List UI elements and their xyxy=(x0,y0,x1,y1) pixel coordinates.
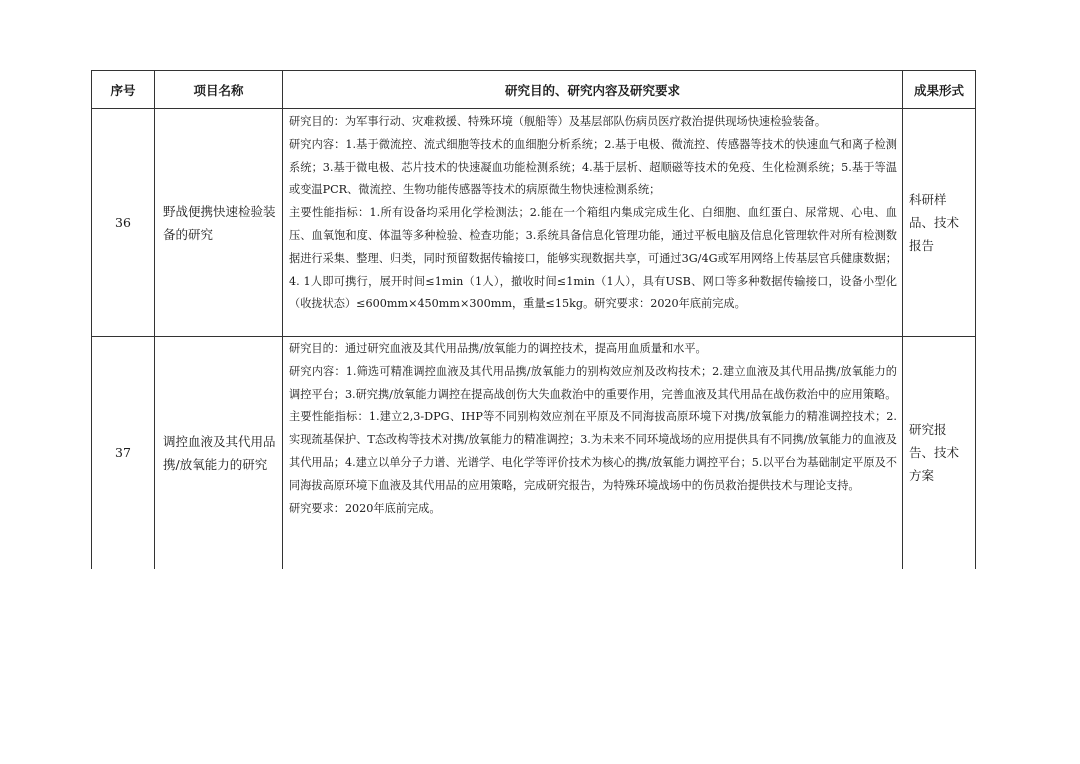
research-purpose: 研究目的：通过研究血液及其代用品携/放氧能力的调控技术，提高用血质量和水平。 xyxy=(289,342,707,355)
header-result-form: 成果形式 xyxy=(903,71,976,109)
research-items: 研究内容：1.筛选可精准调控血液及其代用品携/放氧能力的别构效应剂及改构技术；2.建立血液及其代用品携/放氧能力的调控平台；3.研究携/放氧能力调控在提高战创伤大失血救治中的重要作用，完善血液及其代用品在战伤救治中的应用策略。 xyxy=(289,364,897,401)
research-content xyxy=(283,109,903,337)
research-items: 研究内容：1.基于微流控、流式细胞等技术的血细胞分析系统；2.基于电极、微流控、传感器等技术的快速血气和离子检测系统；3.基于微电极、芯片技术的快速凝血功能检测系统；4.基于层析、超顺磁等技术的免疫、生化检测系统；5.基于等温或变温PCR、微流控、生物功能传感器等技术的病原微生物快速检测系统； xyxy=(289,137,897,197)
table-header-row xyxy=(92,71,976,109)
project-name: 调控血液及其代用品携/放氧能力的研究 xyxy=(155,337,283,569)
research-content xyxy=(283,337,903,569)
project-name: 野战便携快速检验装备的研究 xyxy=(155,109,283,337)
header-project-name: 项目名称 xyxy=(155,71,283,109)
table-row xyxy=(92,109,976,337)
research-requirement: 研究要求：2020年底前完成。 xyxy=(289,501,441,515)
row-number: 37 xyxy=(92,337,155,569)
row-number: 36 xyxy=(92,109,155,337)
result-form: 科研样品、技术报告 xyxy=(903,109,976,337)
header-no: 序号 xyxy=(92,71,155,109)
table-row xyxy=(92,337,976,569)
result-form: 研究报告、技术方案 xyxy=(903,337,976,569)
research-purpose: 研究目的：为军事行动、灾难救援、特殊环境（舰船等）及基层部队伤病员医疗救治提供现场快速检验装备。 xyxy=(289,115,827,128)
performance-indicators: 主要性能指标：1.建立2,3-DPG、IHP等不同别构效应剂在平原及不同海拔高原环境下对携/放氧能力的精准调控技术；2.实现巯基保护、T态改构等技术对携/放氧能力的精准调控；3.为未来不同环境战场的应用提供具有不同携/放氧能力的血液及其代用品；4.建立以单分子力谱、光谱学、电化学等评价技术为核心的携/放氧能力调控平台；5.以平台为基础制定平原及不同海拔高原环境下血液及其代用品的应用策略，完成研究报告，为特殊环境战场中的伤员救治提供技术与理论支持。 xyxy=(289,410,897,492)
header-research-content: 研究目的、研究内容及研究要求 xyxy=(283,71,903,109)
performance-indicators: 主要性能指标：1.所有设备均采用化学检测法；2.能在一个箱组内集成完成生化、白细胞、血红蛋白、尿常规、心电、血压、血氧饱和度、体温等多种检验、检查功能；3.系统具备信息化管理功能，通过平板电脑及信息化管理软件对所有检测数据进行采集、整理、归类，同时预留数据传输接口，能够实现数据共享，可通过3G/4G或军用网络上传基层官兵健康数据；4. 1人即可携行，展开时间≤1min（1人），撤收时间≤1min（1人），具有USB、网口等多种数据传输接口，设备小型化（收拢状态）≤600mm×450mm×300mm，重量≤15kg。研究要求：2020年底前完成。 xyxy=(289,206,897,311)
project-table xyxy=(91,70,976,569)
